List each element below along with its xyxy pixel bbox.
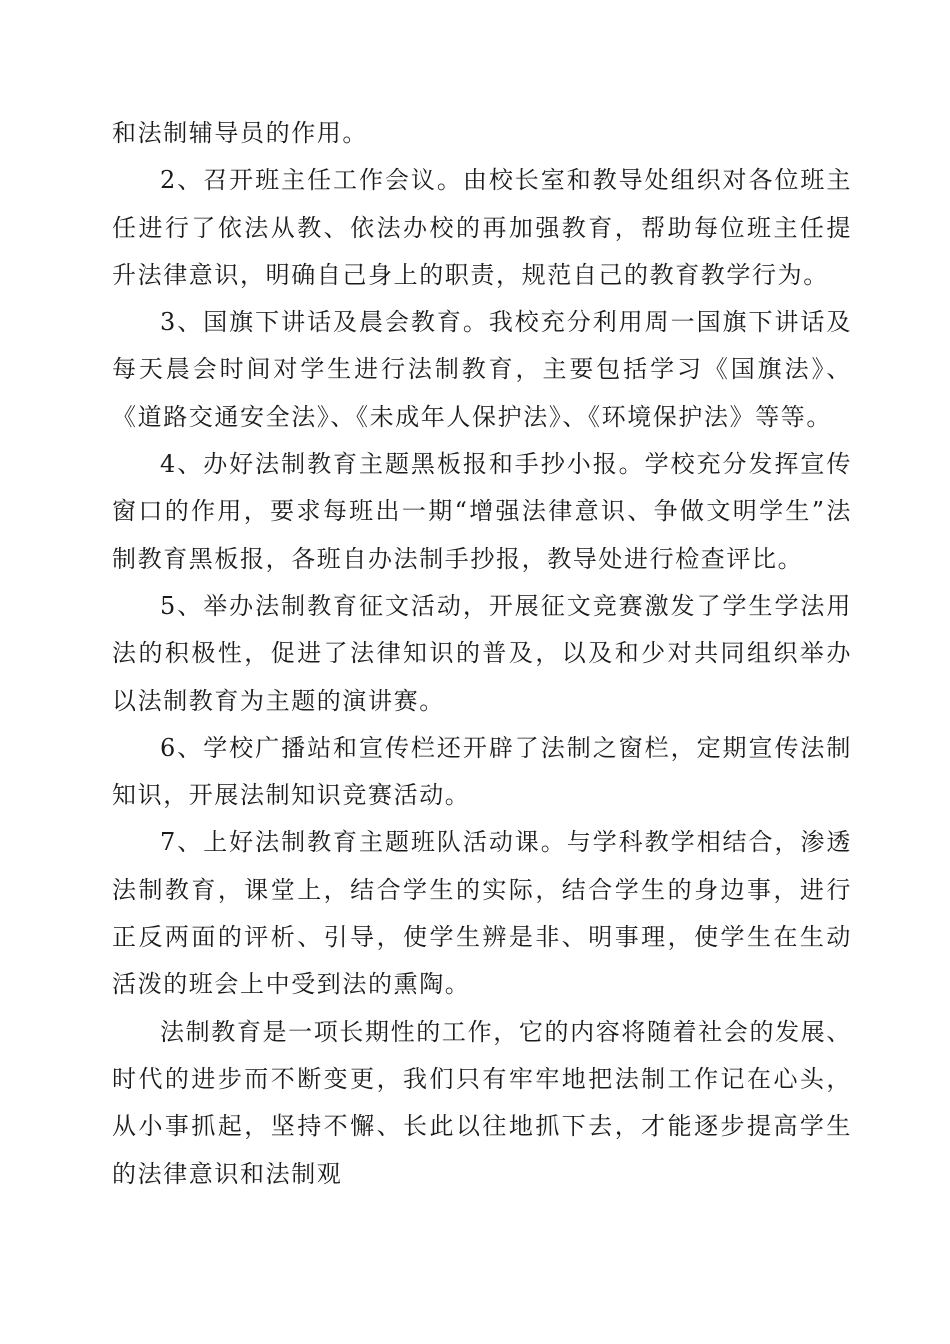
document-body <box>112 110 852 1198</box>
paragraph-conclusion: 法制教育是一项长期性的工作，它的内容将随着社会的发展、时代的进步而不断变更，我们只有牢牢地把法制工作记在心头，从小事抓起，坚持不懈、长此以往地抓下去，才能逐步提高学生的法律意识和法制观 <box>112 1017 852 1188</box>
paragraph-continuation: 和法制辅导员的作用。 <box>112 119 368 147</box>
paragraph-item-2: 2、召开班主任工作会议。由校长室和教导处组织对各位班主任进行了依法从教、依法办校的再加强教育，帮助每位班主任提升法律意识，明确自己身上的职责，规范自己的教育教学行为。 <box>112 166 852 289</box>
paragraph-item-7: 7、上好法制教育主题班队活动课。与学科教学相结合，渗透法制教育，课堂上，结合学生的实际，结合学生的身边事，进行正反两面的评析、引导，使学生辨是非、明事理，使学生在生动活泼的班会上中受到法的熏陶。 <box>112 828 852 999</box>
paragraph-item-5: 5、举办法制教育征文活动，开展征文竞赛激发了学生学法用法的积极性，促进了法律知识的普及，以及和少对共同组织举办以法制教育为主题的演讲赛。 <box>112 591 852 715</box>
paragraph-item-4: 4、办好法制教育主题黑板报和手抄小报。学校充分发挥宣传窗口的作用，要求每班出一期“增强法律意识、争做文明学生”法制教育黑板报，各班自办法制手抄报，教导处进行检查评比。 <box>112 450 852 573</box>
paragraph-item-6: 6、学校广播站和宣传栏还开辟了法制之窗栏，定期宣传法制知识，开展法制知识竞赛活动。 <box>112 733 852 810</box>
paragraph-item-3: 3、国旗下讲话及晨会教育。我校充分利用周一国旗下讲话及每天晨会时间对学生进行法制教育，主要包括学习《国旗法》、《道路交通安全法》、《未成年人保护法》、《环境保护法》等等。 <box>112 308 852 431</box>
